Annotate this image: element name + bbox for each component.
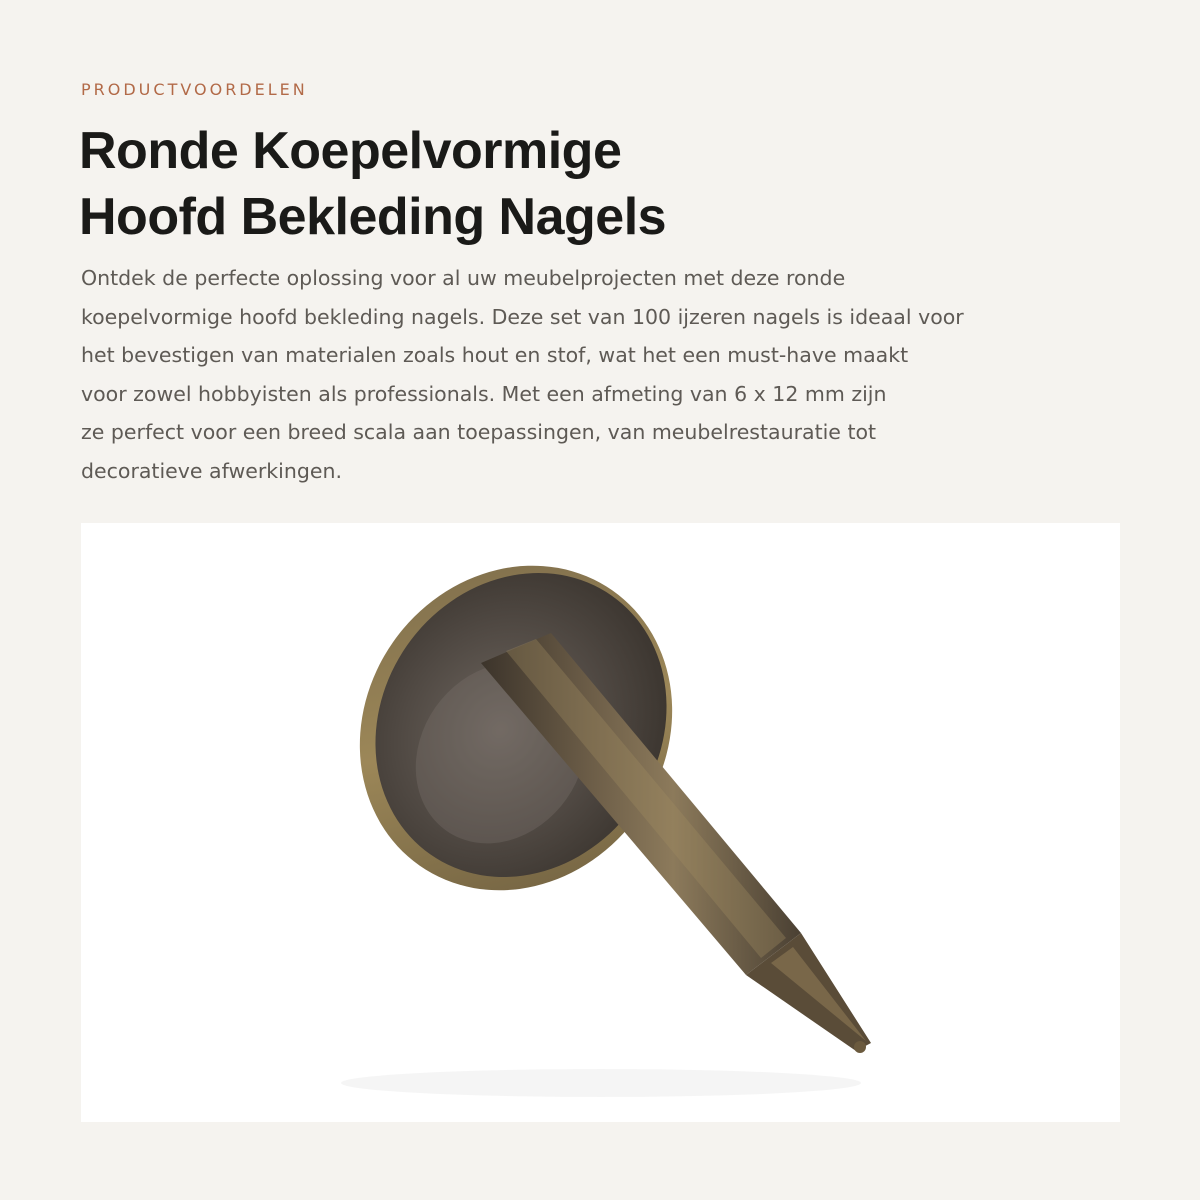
product-title-line-2: Hoofd Bekleding Nagels bbox=[79, 188, 667, 246]
upholstery-nail-icon bbox=[81, 523, 1120, 1122]
description-line: decoratieve afwerkingen. bbox=[81, 458, 342, 483]
description-line: Ontdek de perfecte oplossing voor al uw meubelprojecten met deze ronde bbox=[81, 266, 846, 290]
description-line: koepelvormige hoofd bekleding nagels. Deze set van 100 ijzeren nagels is ideaal voor bbox=[81, 304, 964, 329]
product-title bbox=[79, 118, 666, 250]
product-photo bbox=[81, 523, 1120, 1122]
nail-head bbox=[297, 523, 735, 952]
description-line: ze perfect voor een breed scala aan toepassingen, van meubelrestauratie tot bbox=[81, 420, 877, 444]
description-line: voor zowel hobbyisten als professionals. Met een afmeting van 6 x 12 mm zijn bbox=[81, 381, 887, 406]
product-description bbox=[81, 259, 1081, 490]
product-title-line-1: Ronde Koepelvormige bbox=[79, 122, 622, 180]
description-line: het bevestigen van materialen zoals hout en stof, wat het een must-have maakt bbox=[81, 343, 909, 367]
section-eyebrow: PRODUCTVOORDELEN bbox=[81, 80, 308, 99]
